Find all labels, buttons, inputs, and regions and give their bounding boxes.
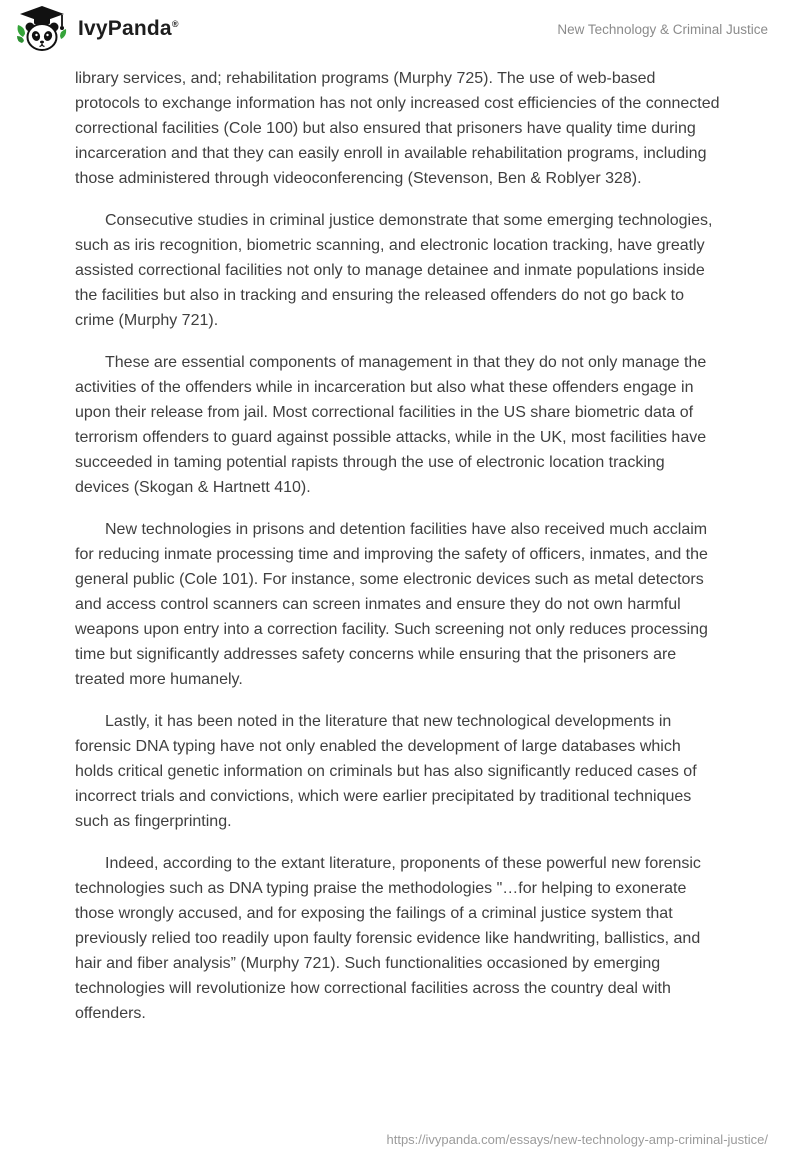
paragraph: Lastly, it has been noted in the literature that new technological developments in forensic DNA typing have not only enabled the development of large databases which holds critical genetic information on criminals but has also significantly reduced cases of incorrect trials and convictions, which were earlier precipitated by traditional techniques such as fingerprinting. — [75, 713, 697, 830]
paragraph: New technologies in prisons and detention facilities have also received much acclaim for reducing inmate processing time and improving the safety of officers, inmates, and the general public (Cole 101). For instance, some electronic devices such as metal detectors and access control scanners can screen inmates and ensure they do not own harmful weapons upon entry into a correction facility. Such screening not only reduces processing time but significantly addresses safety concerns while ensuring that the prisoners are treated more humanely. — [75, 521, 708, 688]
brand-name: IvyPanda® — [78, 17, 179, 40]
ivypanda-logo-icon — [16, 5, 68, 53]
page-header — [0, 0, 800, 52]
source-url[interactable]: https://ivypanda.com/essays/new-technology-amp-criminal-justice/ — [386, 1132, 768, 1147]
ivypanda-logo[interactable] — [16, 5, 179, 53]
registered-mark: ® — [171, 19, 179, 29]
paragraph: Indeed, according to the extant literature, proponents of these powerful new forensic technologies such as DNA typing praise the methodologies "…for helping to exonerate those wrongly accused, and for exposing the failings of a criminal justice system that previously relied too readily upon faulty forensic evidence like handwriting, ballistics, and hair and fiber analysis” (Murphy 721). Such functionalities occasioned by emerging technologies will revolutionize how correctional facilities across the country deal with offenders. — [75, 855, 701, 1022]
paragraph: Consecutive studies in criminal justice demonstrate that some emerging technologies, such as iris recognition, biometric scanning, and electronic location tracking, have greatly assisted correctional facilities not only to manage detainee and inmate populations inside the facilities but also in tracking and ensuring the released offenders do not go back to crime (Murphy 721). — [75, 212, 713, 329]
paragraph: library services, and; rehabilitation programs (Murphy 725). The use of web-based protocols to exchange information has not only increased cost efficiencies of the connected correctional facilities (Cole 100) but also ensured that prisoners have quality time during incarceration and that they can easily enroll in available rehabilitation programs, including those administered through videoconferencing (Stevenson, Ben & Roblyer 328). — [75, 70, 720, 187]
paragraph: These are essential components of management in that they do not only manage the activities of the offenders while in incarceration but also what these offenders engage in upon their release from jail. Most correctional facilities in the US share biometric data of terrorism offenders to guard against possible attacks, while in the UK, most facilities have succeeded in taming potential rapists through the use of electronic location tracking devices (Skogan & Hartnett 410). — [75, 354, 707, 496]
article-body — [0, 52, 800, 1026]
document-title: New Technology & Criminal Justice — [557, 21, 768, 37]
